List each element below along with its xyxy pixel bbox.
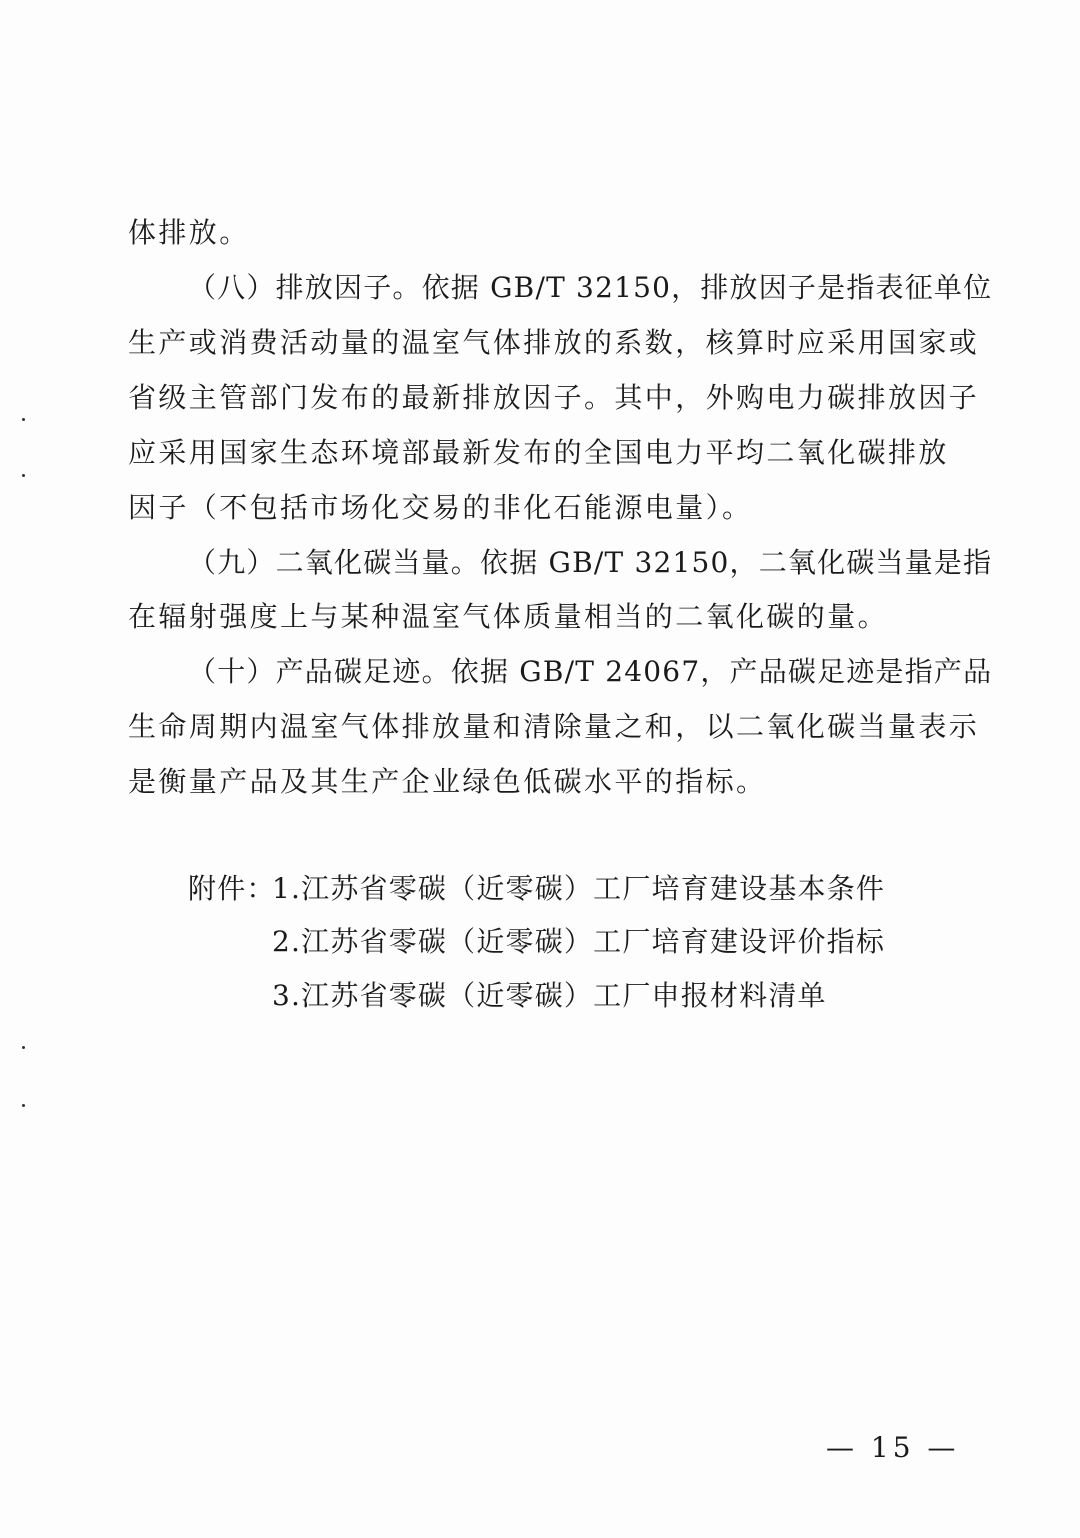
attachment-item: 1.江苏省零碳（近零碳）工厂培育建设基本条件	[272, 872, 886, 905]
body-text-line: 生命周期内温室气体排放量和清除量之和，以二氧化碳当量表示	[128, 710, 980, 743]
scan-mark	[22, 1104, 25, 1107]
body-text-line: 体排放。	[128, 216, 250, 249]
body-text-line: 是衡量产品及其生产企业绿色低碳水平的指标。	[128, 765, 767, 798]
body-text-line: 省级主管部门发布的最新排放因子。其中，外购电力碳排放因子	[128, 381, 980, 414]
attachment-item: 3.江苏省零碳（近零碳）工厂申报材料清单	[272, 979, 827, 1012]
page-number: — 15 —	[826, 1431, 960, 1464]
body-text-line: 应采用国家生态环境部最新发布的全国电力平均二氧化碳排放	[128, 436, 949, 469]
attachment-item: 2.江苏省零碳（近零碳）工厂培育建设评价指标	[272, 925, 886, 958]
attachments-label: 附件：	[188, 872, 276, 905]
body-text-line: 因子（不包括市场化交易的非化石能源电量）。	[128, 491, 753, 524]
scan-mark	[22, 1046, 25, 1049]
body-text-line: 生产或消费活动量的温室气体排放的系数，核算时应采用国家或	[128, 326, 980, 359]
body-text-line: （八）排放因子。依据 GB/T 32150，排放因子是指表征单位	[188, 271, 993, 304]
scan-mark	[22, 474, 25, 477]
body-text-line: （十）产品碳足迹。依据 GB/T 24067，产品碳足迹是指产品	[188, 655, 993, 688]
body-text-line: 在辐射强度上与某种温室气体质量相当的二氧化碳的量。	[128, 600, 889, 633]
scan-mark	[22, 418, 25, 421]
body-text-line: （九）二氧化碳当量。依据 GB/T 32150，二氧化碳当量是指	[188, 546, 993, 579]
